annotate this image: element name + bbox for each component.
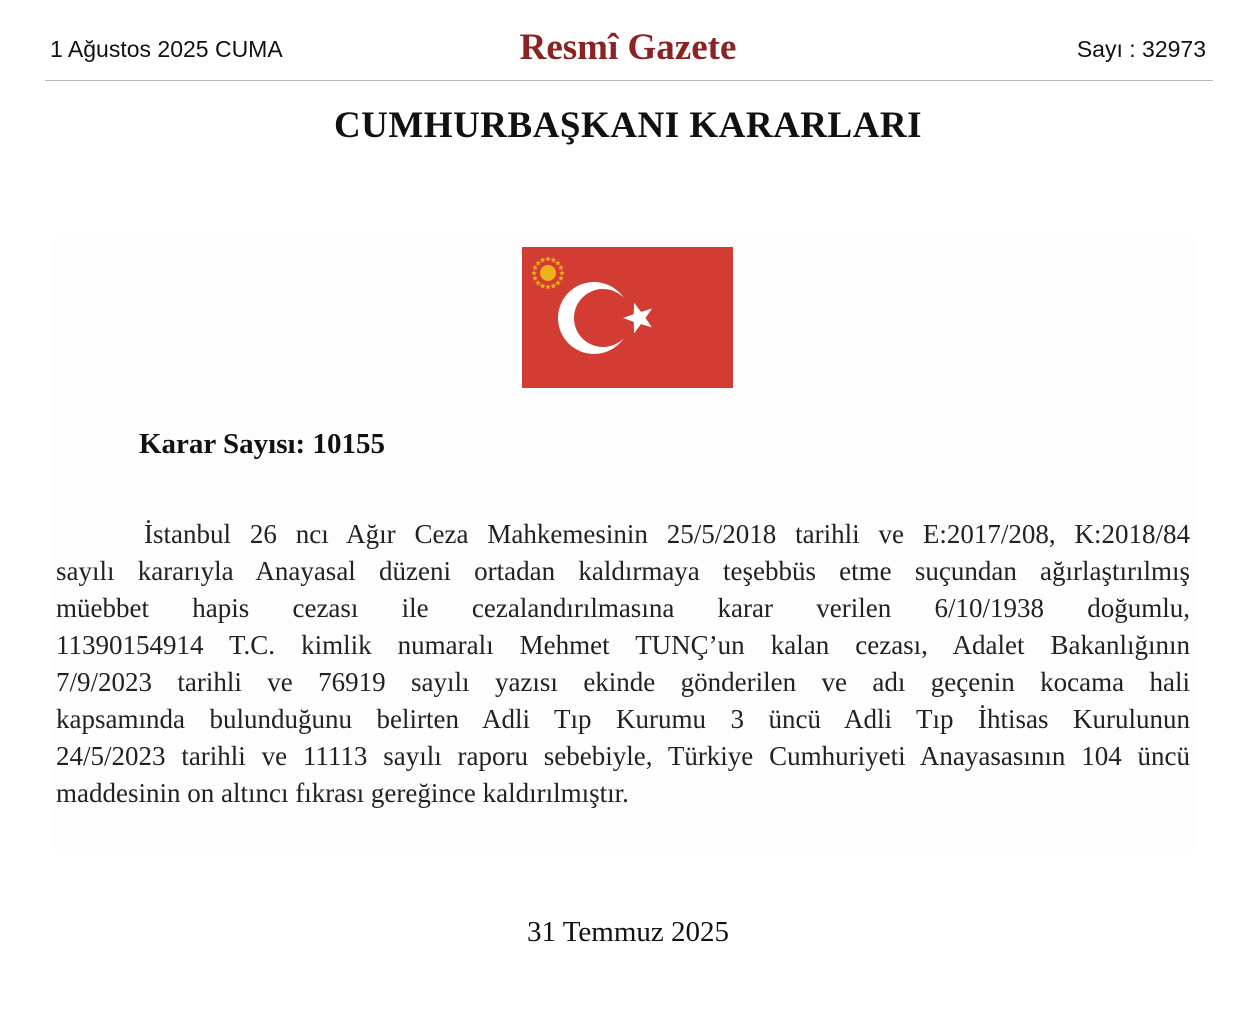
- turkish-flag-icon: [522, 247, 733, 388]
- body-line: 11390154914 T.C. kimlik numaralı Mehmet TUNÇ’un kalan cezası, Adalet Bakanlığının: [56, 630, 1190, 660]
- publication-date: 1 Ağustos 2025 CUMA: [50, 36, 283, 62]
- body-line: maddesinin on altıncı fıkrası gereğince kaldırılmıştır.: [56, 778, 629, 808]
- decision-number: Karar Sayısı: 10155: [139, 428, 385, 460]
- body-line: sayılı kararıyla Anayasal düzeni ortadan kaldırmaya teşebbüs etme suçundan ağırlaştırılmış: [56, 556, 1190, 586]
- body-line: 24/5/2023 tarihli ve 11113 sayılı raporu sebebiyle, Türkiye Cumhuriyeti Anayasasının 104 üncü: [56, 741, 1190, 771]
- body-line: İstanbul 26 ncı Ağır Ceza Mahkemesinin 25/5/2018 tarihli ve E:2017/208, K:2018/84: [144, 519, 1190, 549]
- decision-body: [56, 516, 1190, 812]
- section-heading: CUMHURBAŞKANI KARARLARI: [333, 105, 923, 146]
- body-line: kapsamında bulunduğunu belirten Adli Tıp Kurumu 3 üncü Adli Tıp İhtisas Kurulunun: [56, 704, 1190, 734]
- body-line: müebbet hapis cezası ile cezalandırılmasına karar verilen 6/10/1938 doğumlu,: [56, 593, 1190, 623]
- header-divider: [45, 80, 1213, 81]
- decision-date: 31 Temmuz 2025: [526, 916, 730, 948]
- body-line: 7/9/2023 tarihli ve 76919 sayılı yazısı ekinde gönderilen ve adı geçenin kocama hali: [56, 667, 1190, 697]
- issue-number: Sayı : 32973: [1076, 36, 1206, 62]
- masthead-title: Resmî Gazete: [519, 27, 737, 68]
